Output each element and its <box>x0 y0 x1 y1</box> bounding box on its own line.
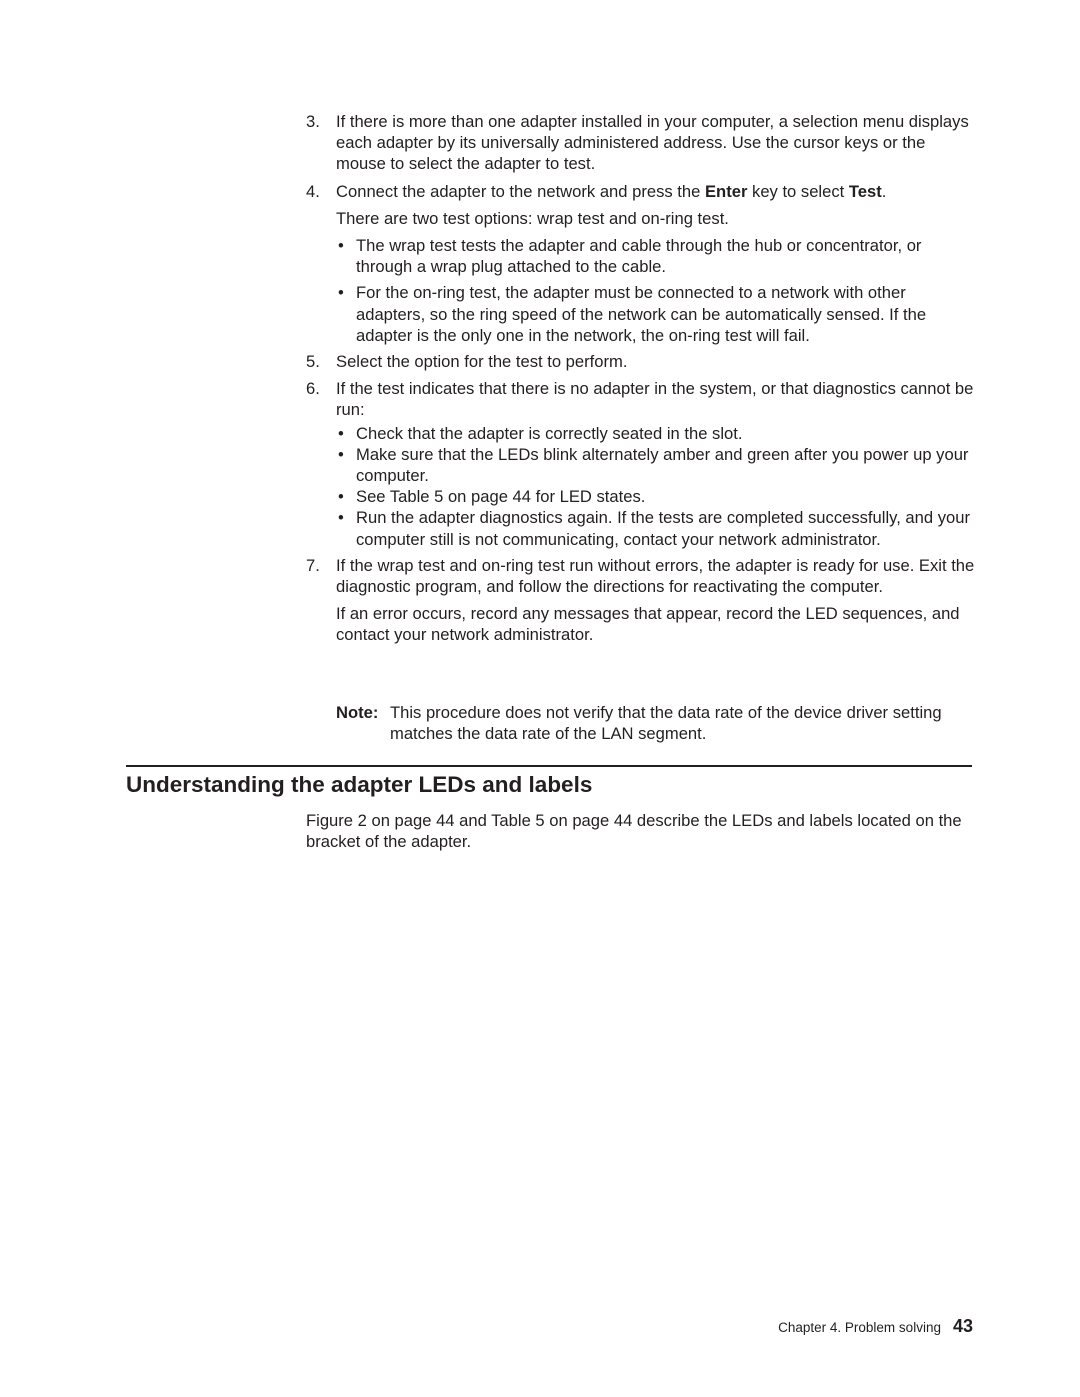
step-sub-paragraph: There are two test options: wrap test and on-ring test. <box>336 208 729 228</box>
bullet-icon: • <box>338 508 344 528</box>
enter-key-term: Enter <box>704 181 748 201</box>
bullet-icon: • <box>338 283 344 303</box>
step-text: If the test indicates that there is no adapter in the system, or that diagnostics cannot be run: <box>336 379 974 420</box>
step-sub-paragraph: If an error occurs, record any messages that appear, record the LED sequences, and contact your network administrator. <box>336 604 960 645</box>
step-number: 3. <box>306 112 320 131</box>
step-number: 7. <box>306 555 320 575</box>
step-6 <box>306 378 976 550</box>
step-5 <box>306 351 976 372</box>
procedure-steps <box>306 111 976 652</box>
step-4 <box>306 181 976 346</box>
step-number: 4. <box>306 181 320 201</box>
section-heading: Understanding the adapter LEDs and labels <box>126 772 593 797</box>
step-text: Select the option for the test to perform. <box>336 352 628 372</box>
test-options-list <box>336 235 976 346</box>
note-label: Note: <box>336 703 379 722</box>
step-number: 6. <box>306 379 320 399</box>
page-footer <box>778 1316 973 1342</box>
step-7 <box>306 555 976 646</box>
chapter-title: Chapter 4. Problem solving <box>778 1320 941 1335</box>
note-text: This procedure does not verify that the data rate of the device driver setting matches the data rate of the LAN segment. <box>390 703 942 744</box>
page-number: 43 <box>952 1316 973 1336</box>
test-option-term: Test <box>848 181 882 201</box>
step-text: If there is more than one adapter installed in your computer, a selection menu displays each adapter by its universally administered address. Use the cursor keys or the mouse to select the adapter to test. <box>336 112 969 174</box>
bullet-icon: • <box>338 487 344 507</box>
step-text: Connect the adapter to the network and press the Enter key to select Test. <box>336 181 887 201</box>
list-item: • Run the adapter diagnostics again. If the tests are completed successfully, and your computer still is not communicating, contact your network administrator. <box>338 508 971 549</box>
list-item: • Make sure that the LEDs blink alternately amber and green after you power up your computer. <box>338 444 969 486</box>
section-intro: Figure 2 on page 44 and Table 5 on page 44 describe the LEDs and labels located on the bracket of the adapter. <box>306 811 962 852</box>
step-3 <box>306 111 976 175</box>
section-divider <box>126 765 972 767</box>
step-text: If the wrap test and on-ring test run without errors, the adapter is ready for use. Exit the diagnostic program, and follow the directions for reactivating the computer. <box>336 555 975 597</box>
list-item: • Check that the adapter is correctly seated in the slot. <box>338 423 743 443</box>
diagnostic-checks-list <box>336 423 976 550</box>
step-number: 5. <box>306 352 320 372</box>
list-item: • The wrap test tests the adapter and cable through the hub or concentrator, or through a wrap plug attached to the cable. <box>338 236 922 277</box>
bullet-icon: • <box>338 423 344 443</box>
bullet-icon: • <box>338 444 344 464</box>
list-item: • For the on-ring test, the adapter must be connected to a network with other adapters, so the ring speed of the network can be automatically sensed. If the adapter is the only one in the network, the on-ring test will fail. <box>338 283 927 345</box>
list-item: • See Table 5 on page 44 for LED states. <box>338 487 646 507</box>
note-block <box>336 702 956 744</box>
bullet-icon: • <box>338 236 344 256</box>
